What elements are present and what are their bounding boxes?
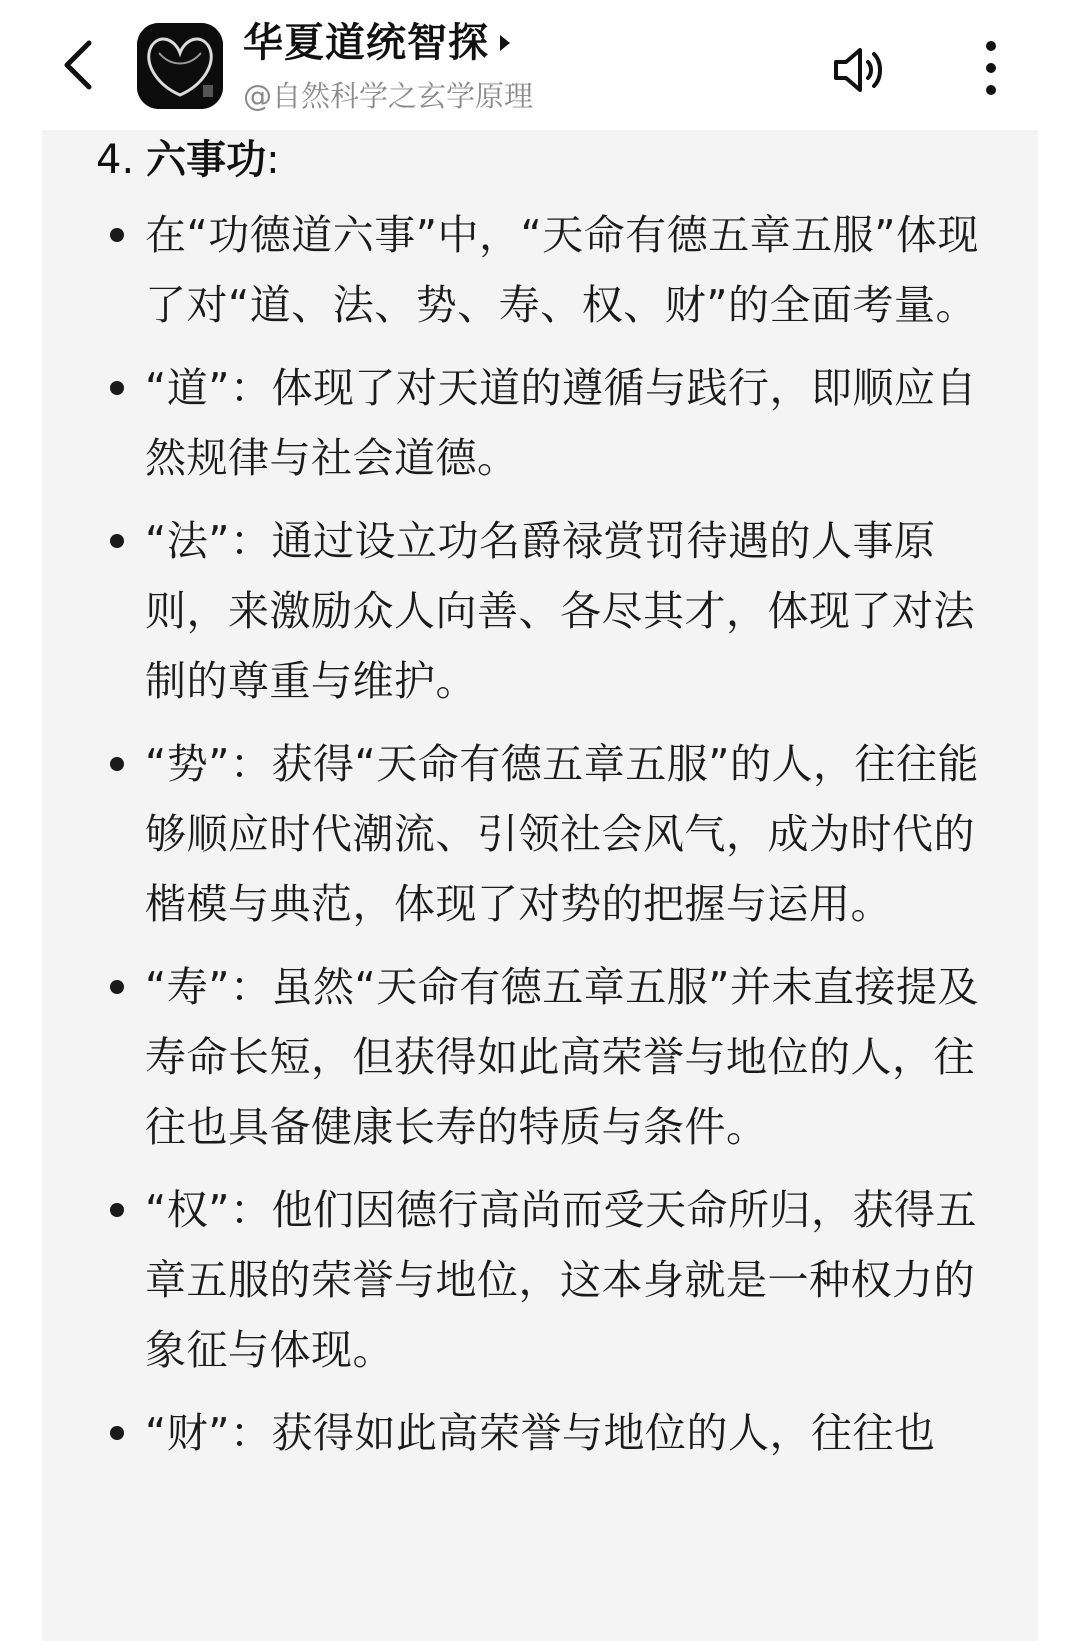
list-item (42, 506, 1038, 716)
back-button[interactable] (55, 35, 105, 95)
avatar-image (137, 23, 223, 109)
bullet-dot-icon (110, 980, 124, 994)
list-item-text: “寿”：虽然“天命有德五章五服”并未直接提及寿命长短，但获得如此高荣誉与地位的人，往往也具备健康长寿的特质与条件。 (145, 963, 979, 1151)
bullet-dot-icon (110, 757, 124, 771)
account-title: 华夏道统智探 (243, 20, 489, 66)
more-button[interactable] (975, 38, 1007, 102)
list-item-text: “权”：他们因德行高尚而受天命所归，获得五章五服的荣誉与地位，这本身就是一种权力的象征与体现。 (145, 1186, 977, 1374)
section-colon: : (266, 137, 280, 183)
list-item-text: “财”：获得如此高荣誉与地位的人，往往也 (145, 1409, 936, 1457)
list-item (42, 729, 1038, 939)
bullet-dot-icon (110, 228, 124, 242)
bullet-dot-icon (110, 534, 124, 548)
bullet-dot-icon (110, 381, 124, 395)
triangle-right-icon (497, 31, 513, 55)
section-heading (96, 130, 280, 190)
bullet-list (42, 200, 1038, 1481)
avatar[interactable] (137, 23, 223, 109)
message-card (42, 130, 1038, 1641)
account-handle: @自然科学之玄学原理 (243, 79, 534, 113)
list-item-text: “法”：通过设立功名爵禄赏罚待遇的人事原则，来激励众人向善、各尽其才，体现了对法制的尊重与维护。 (145, 517, 975, 705)
list-item (42, 1398, 1038, 1468)
bullet-dot-icon (110, 1426, 124, 1440)
section-number: 4. (96, 137, 135, 183)
list-item (42, 1175, 1038, 1385)
account-title-row[interactable] (243, 18, 513, 68)
list-item (42, 200, 1038, 340)
more-vertical-icon (975, 38, 1007, 102)
chevron-left-icon (55, 35, 105, 95)
list-item (42, 952, 1038, 1162)
list-item-text: “道”：体现了对天道的遵循与践行，即顺应自然规律与社会道德。 (145, 364, 977, 482)
speaker-icon (828, 40, 888, 100)
speaker-button[interactable] (828, 40, 888, 100)
list-item (42, 353, 1038, 493)
top-bar (0, 0, 1080, 130)
section-title: 六事功 (146, 137, 267, 183)
list-item-text: “势”：获得“天命有德五章五服”的人，往往能够顺应时代潮流、引领社会风气，成为时代的楷模与典范，体现了对势的把握与运用。 (145, 740, 979, 928)
list-item-text: 在“功德道六事”中，“天命有德五章五服”体现了对“道、法、势、寿、权、财”的全面考量。 (145, 211, 979, 329)
bullet-dot-icon (110, 1203, 124, 1217)
